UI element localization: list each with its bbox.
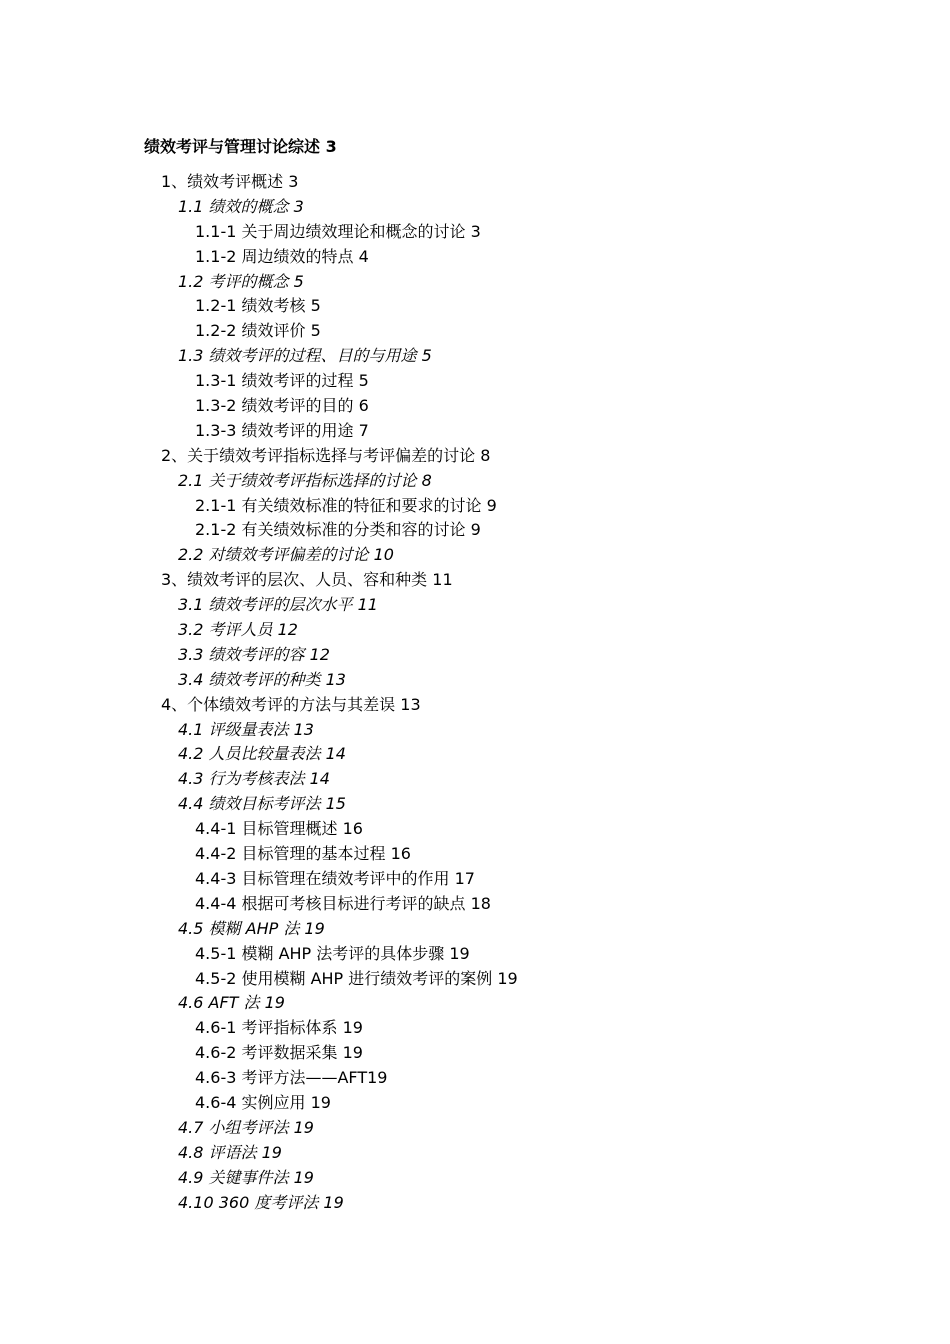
toc-entry-level-2[interactable]: 4.3 行为考核表法 14 — [178, 769, 330, 789]
toc-entry-level-2[interactable]: 4.2 人员比较量表法 14 — [178, 744, 346, 764]
toc-entry-level-3[interactable]: 1.2-1 绩效考核 5 — [195, 296, 321, 316]
toc-entry-level-2[interactable]: 4.9 关键事件法 19 — [178, 1167, 314, 1187]
toc-entry-level-2[interactable]: 3.3 绩效考评的容 12 — [178, 644, 330, 664]
toc-entry-level-2[interactable]: 4.10 360 度考评法 19 — [178, 1192, 344, 1212]
toc-entry-level-3[interactable]: 4.5-2 使用模糊 AHP 进行绩效考评的案例 19 — [195, 968, 518, 988]
toc-entry-list — [0, 170, 518, 1215]
toc-entry-level-2[interactable]: 4.5 模糊 AHP 法 19 — [178, 918, 325, 938]
toc-entry-level-3[interactable]: 1.3-1 绩效考评的过程 5 — [195, 371, 369, 391]
toc-entry-level-2[interactable]: 4.8 评语法 19 — [178, 1142, 282, 1162]
toc-entry-level-3[interactable]: 1.1-1 关于周边绩效理论和概念的讨论 3 — [195, 221, 481, 241]
toc-entry-level-2[interactable]: 4.1 评级量表法 13 — [178, 719, 314, 739]
toc-entry-level-3[interactable]: 1.2-2 绩效评价 5 — [195, 321, 321, 341]
toc-entry-level-1[interactable]: 4、个体绩效考评的方法与其差误 13 — [161, 694, 421, 714]
toc-entry-level-1[interactable]: 2、关于绩效考评指标选择与考评偏差的讨论 8 — [161, 445, 491, 465]
toc-entry-level-3[interactable]: 1.3-2 绩效考评的目的 6 — [195, 396, 369, 416]
toc-entry-level-2[interactable]: 3.1 绩效考评的层次水平 11 — [178, 595, 378, 615]
toc-entry-level-3[interactable]: 1.3-3 绩效考评的用途 7 — [195, 420, 369, 440]
toc-entry-level-3[interactable]: 4.4-2 目标管理的基本过程 16 — [195, 844, 411, 864]
toc-title: 绩效考评与管理讨论综述 3 — [144, 137, 337, 156]
toc-entry-level-3[interactable]: 4.6-3 考评方法——AFT19 — [195, 1068, 388, 1088]
toc-entry-level-3[interactable]: 2.1-2 有关绩效标准的分类和容的讨论 9 — [195, 520, 481, 540]
toc-entry-level-3[interactable]: 4.4-4 根据可考核目标进行考评的缺点 18 — [195, 893, 491, 913]
toc-entry-level-3[interactable]: 4.5-1 模糊 AHP 法考评的具体步骤 19 — [195, 943, 470, 963]
toc-entry-level-2[interactable]: 2.2 对绩效考评偏差的讨论 10 — [178, 545, 394, 565]
toc-entry-level-3[interactable]: 4.4-3 目标管理在绩效考评中的作用 17 — [195, 868, 475, 888]
toc-entry-level-3[interactable]: 4.6-4 实例应用 19 — [195, 1092, 331, 1112]
toc-entry-level-3[interactable]: 1.1-2 周边绩效的特点 4 — [195, 246, 369, 266]
toc-entry-level-1[interactable]: 1、绩效考评概述 3 — [161, 172, 299, 191]
toc-entry-level-2[interactable]: 4.7 小组考评法 19 — [178, 1117, 314, 1137]
toc-entry-level-3[interactable]: 4.4-1 目标管理概述 16 — [195, 819, 363, 839]
toc-entry-level-2[interactable]: 3.2 考评人员 12 — [178, 620, 298, 640]
toc-entry-level-2[interactable]: 1.3 绩效考评的过程、目的与用途 5 — [178, 346, 432, 366]
toc-entry-level-2[interactable]: 1.2 考评的概念 5 — [178, 271, 304, 291]
toc-entry-level-2[interactable]: 4.6 AFT 法 19 — [178, 993, 285, 1013]
toc-entry-level-2[interactable]: 4.4 绩效目标考评法 15 — [178, 794, 346, 814]
toc-entry-level-2[interactable]: 3.4 绩效考评的种类 13 — [178, 669, 346, 689]
toc-entry-level-2[interactable]: 1.1 绩效的概念 3 — [178, 196, 304, 216]
toc-entry-level-3[interactable]: 2.1-1 有关绩效标准的特征和要求的讨论 9 — [195, 495, 497, 515]
toc-entry-level-3[interactable]: 4.6-1 考评指标体系 19 — [195, 1018, 363, 1038]
toc-entry-level-1[interactable]: 3、绩效考评的层次、人员、容和种类 11 — [161, 570, 453, 590]
toc-entry-level-3[interactable]: 4.6-2 考评数据采集 19 — [195, 1043, 363, 1063]
toc-entry-level-2[interactable]: 2.1 关于绩效考评指标选择的讨论 8 — [178, 470, 432, 490]
